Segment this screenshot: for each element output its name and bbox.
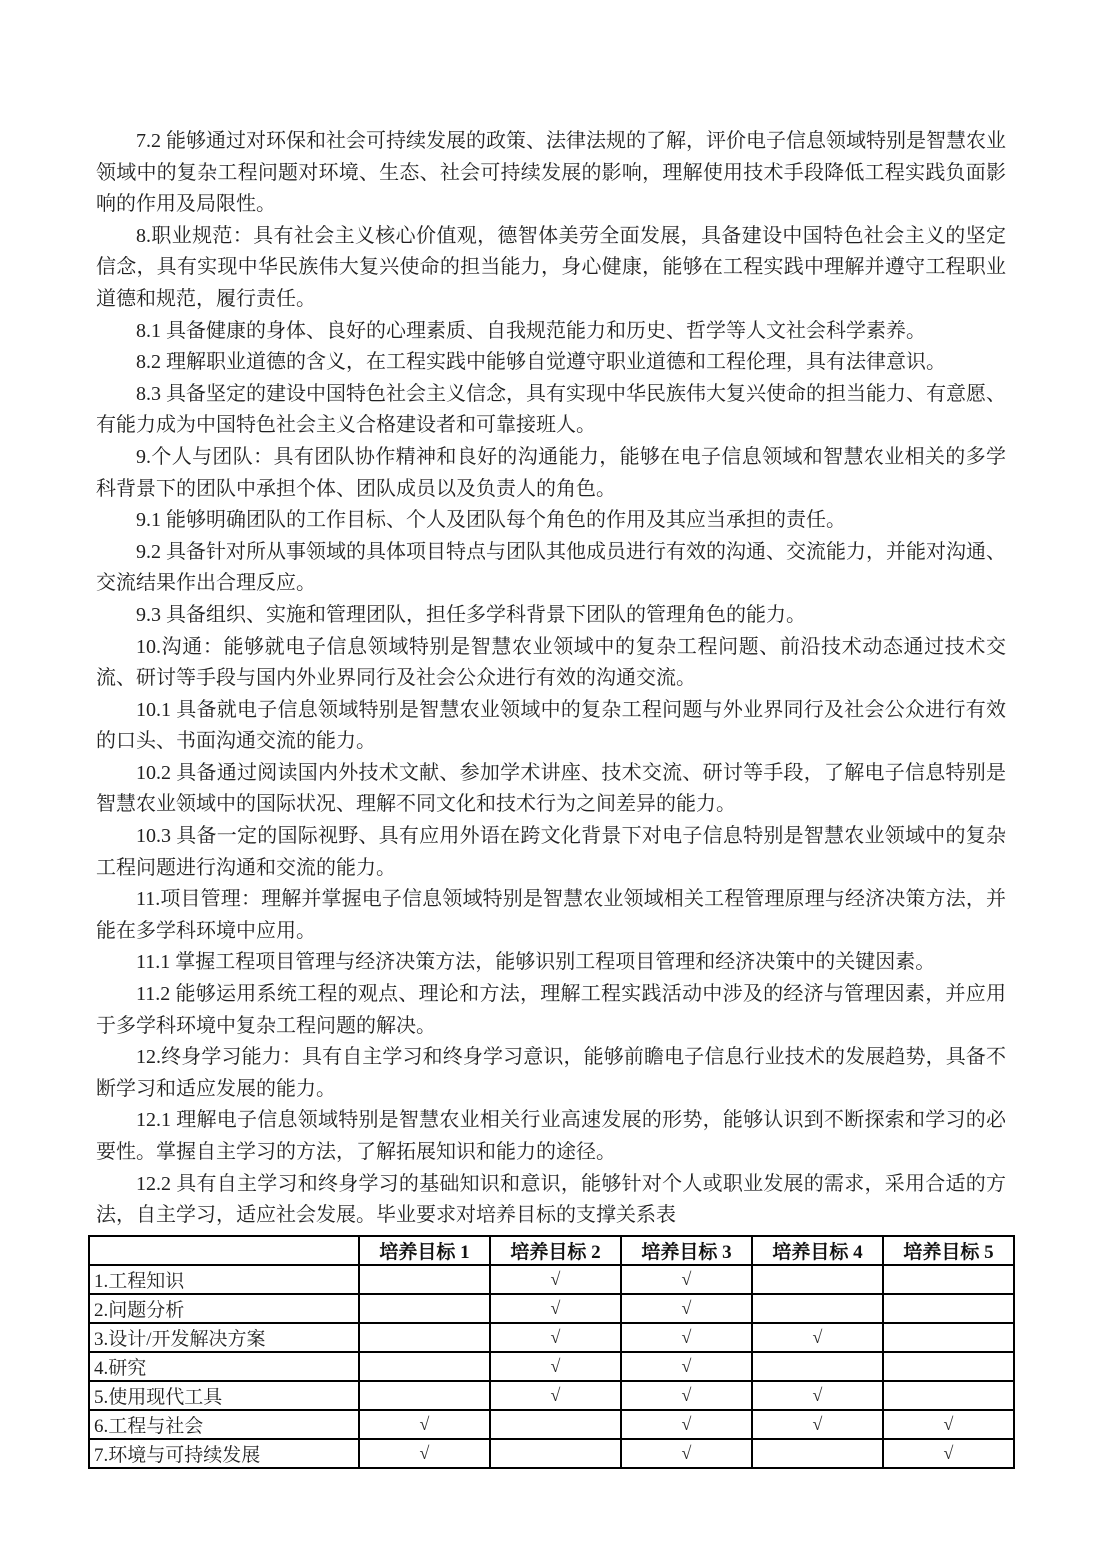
check-cell: √ (490, 1323, 621, 1352)
column-header-goal-5: 培养目标 5 (883, 1236, 1014, 1265)
check-cell (359, 1265, 490, 1294)
check-cell: √ (490, 1265, 621, 1294)
check-cell: √ (621, 1410, 752, 1439)
paragraph-10-3: 10.3 具备一定的国际视野、具有应用外语在跨文化背景下对电子信息特别是智慧农业领域中的复杂工程问题进行沟通和交流的能力。 (96, 825, 1006, 879)
document-body (96, 126, 1006, 1232)
row-label: 1.工程知识 (89, 1265, 359, 1294)
check-cell (752, 1352, 883, 1381)
check-cell: √ (621, 1265, 752, 1294)
column-header-goal-1: 培养目标 1 (359, 1236, 490, 1265)
table-row-environment-sustainability (89, 1439, 1014, 1468)
check-cell (883, 1294, 1014, 1323)
check-cell (883, 1265, 1014, 1294)
paragraph-10-1: 10.1 具备就电子信息领域特别是智慧农业领域中的复杂工程问题与外业界同行及社会公众进行有效的口头、书面沟通交流的能力。 (96, 698, 1006, 753)
table-row-engineering-knowledge (89, 1265, 1014, 1294)
check-cell (490, 1410, 621, 1439)
check-cell (752, 1294, 883, 1323)
check-cell: √ (752, 1410, 883, 1439)
check-cell: √ (883, 1439, 1014, 1468)
paragraph-9-3: 9.3 具备组织、实施和管理团队，担任多学科背景下团队的管理角色的能力。 (136, 603, 806, 626)
check-cell (490, 1439, 621, 1468)
check-cell: √ (752, 1323, 883, 1352)
check-cell: √ (752, 1381, 883, 1410)
row-label: 4.研究 (89, 1352, 359, 1381)
check-cell: √ (359, 1439, 490, 1468)
check-cell: √ (621, 1323, 752, 1352)
paragraph-9-1: 9.1 能够明确团队的工作目标、个人及团队每个角色的作用及其应当承担的责任。 (136, 509, 846, 532)
paragraph-12-1: 12.1 理解电子信息领域特别是智慧农业相关行业高速发展的形势，能够认识到不断探索和学习的必要性。掌握自主学习的方法，了解拓展知识和能力的途径。 (96, 1109, 1006, 1163)
paragraph-8-2: 8.2 理解职业道德的含义，在工程实践中能够自觉遵守职业道德和工程伦理，具有法律意识。 (136, 351, 946, 374)
column-header-goal-2: 培养目标 2 (490, 1236, 621, 1265)
table-row-design-solutions (89, 1323, 1014, 1352)
paragraph-10-2: 10.2 具备通过阅读国内外技术文献、参加学术讲座、技术交流、研讨等手段，了解电子信息特别是智慧农业领域中的国际状况、理解不同文化和技术行为之间差异的能力。 (96, 761, 1006, 816)
row-label: 2.问题分析 (89, 1294, 359, 1323)
corner-cell (89, 1236, 359, 1265)
check-cell: √ (621, 1439, 752, 1468)
paragraph-11-1: 11.1 掌握工程项目管理与经济决策方法，能够识别工程项目管理和经济决策中的关键因素。 (136, 951, 936, 974)
table-row-modern-tools (89, 1381, 1014, 1410)
table-row-problem-analysis (89, 1294, 1014, 1323)
check-cell: √ (883, 1410, 1014, 1439)
table-row-research (89, 1352, 1014, 1381)
check-cell: √ (621, 1352, 752, 1381)
paragraph-7-2: 7.2 能够通过对环保和社会可持续发展的政策、法律法规的了解，评价电子信息领域特别是智慧农业领域中的复杂工程问题对环境、生态、社会可持续发展的影响，理解使用技术手段降低工程实践负面影响的作用及局限性。 (96, 130, 1006, 216)
check-cell (883, 1352, 1014, 1381)
paragraph-10: 10.沟通：能够就电子信息领域特别是智慧农业领域中的复杂工程问题、前沿技术动态通过技术交流、研讨等手段与国内外业界同行及社会公众进行有效的沟通交流。 (96, 635, 1006, 690)
support-matrix-table (88, 1235, 1015, 1469)
check-cell: √ (490, 1352, 621, 1381)
paragraph-8-1: 8.1 具备健康的身体、良好的心理素质、自我规范能力和历史、哲学等人文社会科学素养。 (136, 319, 926, 342)
paragraph-12: 12.终身学习能力：具有自主学习和终身学习意识，能够前瞻电子信息行业技术的发展趋势，具备不断学习和适应发展的能力。 (96, 1046, 1006, 1100)
paragraph-9-2: 9.2 具备针对所从事领域的具体项目特点与团队其他成员进行有效的沟通、交流能力，并能对沟通、交流结果作出合理反应。 (96, 540, 1006, 595)
paragraph-11: 11.项目管理：理解并掌握电子信息领域特别是智慧农业领域相关工程管理原理与经济决策方法，并能在多学科环境中应用。 (96, 888, 1006, 942)
table-row-engineering-society (89, 1410, 1014, 1439)
check-cell (359, 1381, 490, 1410)
check-cell: √ (621, 1294, 752, 1323)
check-cell: √ (490, 1381, 621, 1410)
check-cell: √ (359, 1410, 490, 1439)
row-label: 3.设计/开发解决方案 (89, 1323, 359, 1352)
check-cell (359, 1352, 490, 1381)
column-header-goal-4: 培养目标 4 (752, 1236, 883, 1265)
check-cell (752, 1439, 883, 1468)
paragraph-12-2: 12.2 具有自主学习和终身学习的基础知识和意识，能够针对个人或职业发展的需求，采用合适的方法，自主学习，适应社会发展。毕业要求对培养目标的支撑关系表 (96, 1172, 1006, 1227)
column-header-goal-3: 培养目标 3 (621, 1236, 752, 1265)
row-label: 6.工程与社会 (89, 1410, 359, 1439)
row-label: 5.使用现代工具 (89, 1381, 359, 1410)
check-cell (359, 1323, 490, 1352)
check-cell (883, 1323, 1014, 1352)
check-cell (883, 1381, 1014, 1410)
check-cell: √ (490, 1294, 621, 1323)
paragraph-11-2: 11.2 能够运用系统工程的观点、理论和方法，理解工程实践活动中涉及的经济与管理因素，并应用于多学科环境中复杂工程问题的解决。 (96, 983, 1006, 1037)
check-cell: √ (621, 1381, 752, 1410)
check-cell (359, 1294, 490, 1323)
row-label: 7.环境与可持续发展 (89, 1439, 359, 1468)
table-header-row (89, 1236, 1014, 1265)
paragraph-9: 9.个人与团队：具有团队协作精神和良好的沟通能力，能够在电子信息领域和智慧农业相关的多学科背景下的团队中承担个体、团队成员以及负责人的角色。 (96, 445, 1006, 500)
check-cell (752, 1265, 883, 1294)
paragraph-8-3: 8.3 具备坚定的建设中国特色社会主义信念，具有实现中华民族伟大复兴使命的担当能力、有意愿、有能力成为中国特色社会主义合格建设者和可靠接班人。 (96, 382, 1006, 437)
paragraph-8: 8.职业规范：具有社会主义核心价值观，德智体美劳全面发展，具备建设中国特色社会主义的坚定信念，具有实现中华民族伟大复兴使命的担当能力，身心健康，能够在工程实践中理解并遵守工程职业道德和规范，履行责任。 (96, 224, 1006, 310)
